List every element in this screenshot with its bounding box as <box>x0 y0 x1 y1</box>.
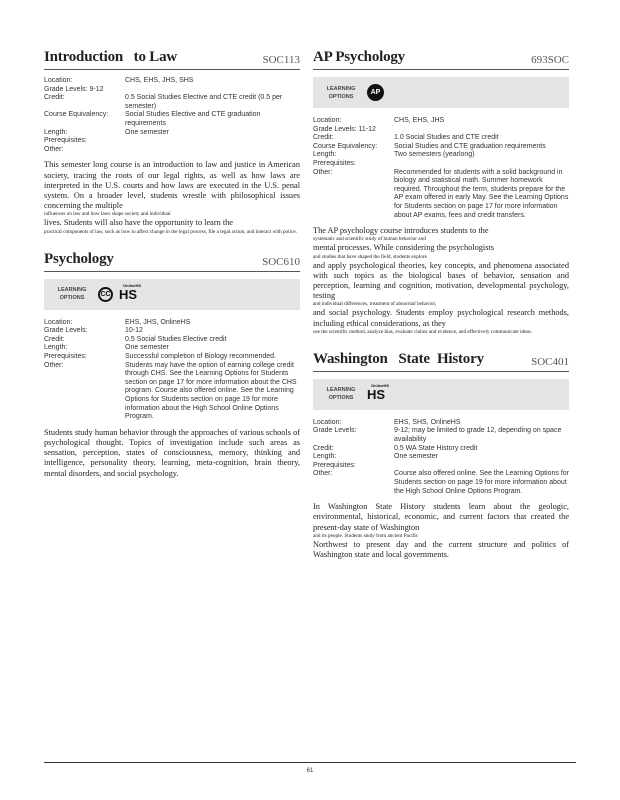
course-title: Psychology <box>44 250 114 267</box>
info-key: Credit: <box>44 335 65 343</box>
info-value: 9-12; may be limited to grade 12, depending on space availability <box>394 427 562 443</box>
online-hs-icon-small-text: OnlineHS <box>123 282 142 288</box>
course-ap-psychology <box>313 44 569 336</box>
course-header <box>313 346 569 372</box>
ap-icon: AP <box>367 84 384 101</box>
info-value: Students may have the option of earning college credit through CHS. See the Learning Options for Students section on page 17 for more information about the CHS program. Course also offered online. See the Learning Options for Students section on page 19 for more information about the High School Online Options Program. <box>125 361 297 421</box>
info-row <box>313 445 569 454</box>
description-text: This semester long course is an introduction to law and justice in American society, tracing the roots of our legal rights, as well as how laws are interpreted in the U.S. courts and how laws are executed in the U.S. penal system. On a broader level, students wrestle with philosophical issues concerning the multiple <box>44 160 300 211</box>
description-text: and social psychology. Students employ psychological research methods, including ethical considerations, as they <box>313 308 569 328</box>
description-text: mental processes. While considering the psychologists <box>313 243 494 253</box>
info-value <box>394 160 569 169</box>
info-row <box>313 462 569 471</box>
course-header <box>44 44 300 70</box>
info-key: Course Equivalency: <box>44 111 109 119</box>
online-hs-icon-text: HS <box>119 286 138 302</box>
course-wa-history <box>313 346 569 560</box>
info-value: CHS, EHS, JHS <box>394 117 445 124</box>
info-row <box>44 336 300 345</box>
online-hs-icon <box>367 382 390 402</box>
info-key: Prerequisites: <box>44 352 87 360</box>
info-row <box>313 160 569 169</box>
info-key: Grade Levels: 11-12 <box>313 125 376 133</box>
info-value: Recommended for students with a solid background in biology and statistical math. Summer homework required. Throughout the term, students prepare for the AP exam offered in early May. See the Learning Options for Students section on page 17 for more information about AP exams, fees and credit transfers. <box>394 168 569 219</box>
learning-options-bar <box>313 77 569 108</box>
info-row <box>313 126 569 135</box>
course-description <box>44 160 300 235</box>
info-row <box>44 146 300 155</box>
info-key: Length: <box>44 344 68 352</box>
info-value: Social Studies and CTE graduation requirements <box>394 142 546 150</box>
description-small-text: and its people. Students study from ancient Pacific <box>313 532 419 539</box>
description-small-text: practical components of law, such as how to affect change in the legal process, file a legal action, and interact with police. <box>44 228 297 235</box>
info-key: Location: <box>44 77 73 84</box>
info-row <box>313 134 569 143</box>
info-row <box>44 111 300 128</box>
course-title: Washington State History <box>313 350 484 367</box>
info-row <box>313 470 569 496</box>
description-text: Northwest to present day and the current structure and politics of Washington state and local governments. <box>313 539 569 559</box>
info-value: 0.5 Social Studies Elective credit <box>125 335 227 343</box>
info-row <box>44 129 300 138</box>
learning-options-label: LEARNING OPTIONS <box>326 387 356 402</box>
info-value: 0.5 WA State History credit <box>394 444 478 452</box>
info-key: Other: <box>313 168 333 176</box>
info-key: Other: <box>313 470 333 478</box>
course-info <box>44 319 300 422</box>
online-hs-icon-small-text: OnlineHS <box>371 382 390 388</box>
info-value: EHS, JHS, OnlineHS <box>125 318 191 326</box>
description-small-text: influences on law and how laws shape society and individual <box>44 211 171 218</box>
info-row <box>313 419 569 428</box>
info-value <box>394 126 569 135</box>
info-key: Prerequisites: <box>313 461 356 469</box>
description-text: and apply psychological theories, key concepts, and phenomena associated with such topics as the biological bases of behavior, sensation and perception, learning and cognition, motivation, developmental psychology, testing <box>313 260 569 301</box>
info-row <box>44 353 300 362</box>
info-value: Course also offered online. See the Learning Options for Students section on page 19 for more information about the High School Online Options Program. <box>394 470 569 495</box>
info-key: Length: <box>313 453 337 461</box>
info-key: Other: <box>44 361 64 369</box>
info-key: Grade Levels: <box>44 327 88 335</box>
footer-divider <box>44 762 576 763</box>
info-value <box>394 462 569 471</box>
info-key: Credit: <box>313 444 334 452</box>
course-code: 693SOC <box>531 54 569 66</box>
course-info <box>313 117 569 220</box>
info-row <box>44 77 300 86</box>
info-value: One semester <box>394 453 438 461</box>
info-row <box>313 169 569 221</box>
info-row <box>44 94 300 111</box>
info-row <box>313 117 569 126</box>
description-text: lives. Students will also have the opportunity to learn the <box>44 218 233 228</box>
learning-options-bar <box>313 379 569 410</box>
course-description: Students study human behavior through the approaches of various schools of psychological thought. Topics of investigation include such areas as sensation, perception, states of consciousness, memory, thinking and intelligence, personality theory, learning, meta-cognition, brain theory, mental disorders, and social psychology. <box>44 427 300 478</box>
info-key: Location: <box>313 418 342 426</box>
course-code: SOC113 <box>262 54 300 66</box>
online-hs-icon-text: HS <box>367 386 386 402</box>
description-text: In Washington State History students learn about the geologic, environmental, historical, economic, and current factors that created the present-day state of Washington <box>313 502 569 532</box>
info-value <box>125 86 300 95</box>
course-intro-law <box>44 44 300 236</box>
info-row <box>44 327 300 336</box>
info-value: Social Studies Elective and CTE graduation requirements <box>125 111 261 127</box>
info-value: Successful completion of Biology recommended. <box>125 352 276 360</box>
info-key: Grade Levels: <box>313 427 357 435</box>
description-text: The AP psychology course introduces students to the <box>313 226 489 236</box>
info-key: Prerequisites: <box>44 137 87 145</box>
info-key: Course Equivalency: <box>313 142 378 150</box>
info-value <box>125 137 300 146</box>
course-description <box>313 226 569 336</box>
course-header <box>313 44 569 70</box>
course-info <box>313 419 569 496</box>
course-description <box>313 502 569 560</box>
course-header <box>44 246 300 272</box>
learning-options-label: LEARNING OPTIONS <box>57 287 87 302</box>
info-value: 0.5 Social Studies Elective and CTE credit (0.5 per semester) <box>125 94 283 110</box>
info-row <box>313 143 569 152</box>
right-column <box>313 44 569 570</box>
course-code: SOC610 <box>262 255 300 268</box>
info-value: Two semesters (yearlong) <box>394 151 475 159</box>
description-small-text: and individual differences, treatment of abnormal behavior, <box>313 301 437 308</box>
course-title: AP Psychology <box>313 49 405 65</box>
course-psychology <box>44 246 300 479</box>
info-value <box>125 146 300 155</box>
info-row <box>44 344 300 353</box>
info-value: 10-12 <box>125 327 143 335</box>
learning-options-bar <box>44 279 300 310</box>
info-value: 1.0 Social Studies and CTE credit <box>394 134 499 142</box>
info-value: EHS, SHS, OnlineHS <box>394 418 461 426</box>
info-key: Prerequisites: <box>313 159 356 167</box>
info-key: Location: <box>313 117 342 124</box>
info-key: Credit: <box>44 94 65 102</box>
info-key: Credit: <box>313 134 334 142</box>
course-info <box>44 77 300 154</box>
info-row <box>44 137 300 146</box>
info-key: Other: <box>44 145 64 153</box>
info-row <box>313 427 569 444</box>
course-code: SOC401 <box>531 355 569 368</box>
info-key: Length: <box>44 128 68 136</box>
info-row <box>44 319 300 328</box>
college-credit-icon: CC <box>98 287 113 302</box>
info-key: Length: <box>313 151 337 159</box>
online-hs-icon <box>119 282 142 302</box>
learning-options-label: LEARNING OPTIONS <box>326 85 356 100</box>
info-row <box>313 453 569 462</box>
info-row <box>44 86 300 95</box>
info-value: CHS, EHS, JHS, SHS <box>125 77 194 84</box>
description-small-text: and studies that have shaped the field, students explore <box>313 253 427 260</box>
info-value: One semester <box>125 128 169 136</box>
description-small-text: use the scientific method, analyze bias, evaluate claims and evidence, and effectively communicate ideas. <box>313 328 532 335</box>
page-number: 61 <box>306 768 314 774</box>
info-key: Grade Levels: 9-12 <box>44 85 104 93</box>
description-small-text: systematic and scientific study of human behavior and <box>313 236 426 243</box>
info-value: One semester <box>125 344 169 352</box>
info-key: Location: <box>44 318 73 326</box>
info-row <box>313 151 569 160</box>
course-title: Introduction to Law <box>44 49 178 65</box>
left-column <box>44 44 300 489</box>
info-row <box>44 362 300 422</box>
